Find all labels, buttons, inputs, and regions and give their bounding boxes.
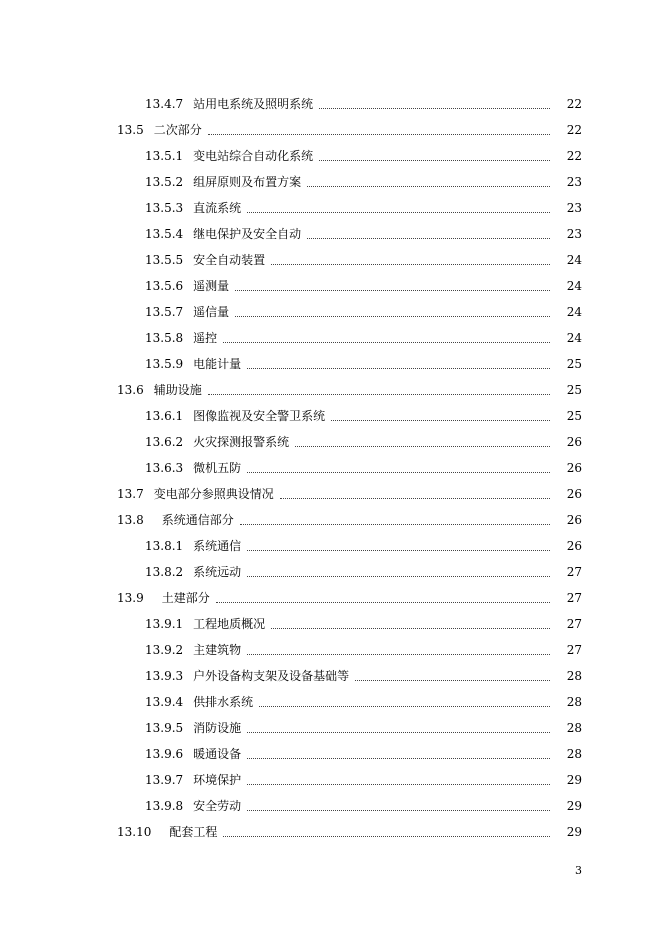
toc-entry-page: 22	[566, 149, 582, 163]
toc-entry-page: 27	[566, 617, 582, 631]
toc-entry[interactable]	[0, 351, 662, 377]
toc-entry-number: 13.7	[117, 487, 144, 501]
toc-entry[interactable]	[0, 767, 662, 793]
toc-entry-title: 暖通设备	[193, 747, 242, 761]
toc-leader-dots	[331, 420, 550, 421]
toc-entry[interactable]	[0, 403, 662, 429]
toc-leader-dots	[271, 264, 550, 265]
toc-entry-number: 13.9.2	[145, 643, 184, 657]
toc-entry-title: 二次部分	[153, 123, 202, 137]
toc-entry[interactable]	[0, 117, 662, 143]
toc-entry[interactable]	[0, 247, 662, 273]
toc-entry-number: 13.9.1	[145, 617, 184, 631]
toc-entry-page: 22	[566, 97, 582, 111]
toc-entry-page: 27	[566, 591, 582, 605]
toc-entry[interactable]	[0, 221, 662, 247]
toc-leader-dots	[247, 758, 550, 759]
toc-entry-title: 站用电系统及照明系统	[193, 97, 314, 111]
toc-entry-title: 环境保护	[193, 773, 242, 787]
toc-entry-title: 辅助设施	[153, 383, 202, 397]
toc-entry-page: 28	[566, 721, 582, 735]
toc-entry[interactable]	[0, 325, 662, 351]
toc-entry[interactable]	[0, 715, 662, 741]
toc-entry-page: 23	[566, 227, 582, 241]
toc-entry-title: 遥测量	[193, 279, 230, 293]
toc-entry-number: 13.4.7	[145, 97, 184, 111]
toc-entry-title: 系统通信	[193, 539, 242, 553]
toc-leader-dots	[295, 446, 550, 447]
toc-leader-dots	[355, 680, 550, 681]
toc-entry[interactable]	[0, 429, 662, 455]
toc-entry-title: 遥控	[193, 331, 218, 345]
toc-entry-title: 变电部分参照典设情况	[153, 487, 274, 501]
toc-entry-title: 微机五防	[193, 461, 242, 475]
toc-entry-title: 电能计量	[193, 357, 242, 371]
toc-entry-number: 13.8.2	[145, 565, 184, 579]
toc-entry-page: 24	[566, 279, 582, 293]
toc-entry-page: 28	[566, 747, 582, 761]
toc-entry-title: 配套工程	[169, 825, 218, 839]
toc-entry-title: 继电保护及安全自动	[193, 227, 302, 241]
toc-entry-page: 25	[566, 383, 582, 397]
toc-entry[interactable]	[0, 195, 662, 221]
toc-entry-number: 13.5.8	[145, 331, 184, 345]
toc-entry-number: 13.6.2	[145, 435, 184, 449]
toc-entry-page: 25	[566, 357, 582, 371]
toc-leader-dots	[259, 706, 550, 707]
toc-entry-page: 26	[566, 461, 582, 475]
toc-entry-number: 13.9	[117, 591, 144, 605]
toc-entry-number: 13.5.7	[145, 305, 184, 319]
toc-entry-title: 遥信量	[193, 305, 230, 319]
toc-entry-number: 13.9.4	[145, 695, 184, 709]
toc-entry-page: 23	[566, 201, 582, 215]
toc-entry-title: 安全劳动	[193, 799, 242, 813]
toc-entry[interactable]	[0, 637, 662, 663]
toc-leader-dots	[235, 316, 550, 317]
toc-leader-dots	[240, 524, 550, 525]
toc-entry[interactable]	[0, 273, 662, 299]
toc-entry-page: 22	[566, 123, 582, 137]
toc-entry-number: 13.6.1	[145, 409, 184, 423]
toc-entry-title: 消防设施	[193, 721, 242, 735]
toc-entry-page: 24	[566, 253, 582, 267]
toc-leader-dots	[280, 498, 550, 499]
toc-leader-dots	[307, 186, 550, 187]
toc-leader-dots	[223, 836, 550, 837]
toc-entry-number: 13.8	[117, 513, 144, 527]
toc-entry-title: 变电站综合自动化系统	[193, 149, 314, 163]
toc-entry-number: 13.9.6	[145, 747, 184, 761]
toc-leader-dots	[247, 550, 550, 551]
toc-entry-page: 28	[566, 669, 582, 683]
toc-entry-title: 直流系统	[193, 201, 242, 215]
toc-leader-dots	[247, 472, 550, 473]
toc-entry-number: 13.9.8	[145, 799, 184, 813]
toc-entry-page: 26	[566, 539, 582, 553]
toc-entry-page: 28	[566, 695, 582, 709]
toc-entry-title: 系统远动	[193, 565, 242, 579]
toc-leader-dots	[247, 576, 550, 577]
toc-entry-title: 主建筑物	[193, 643, 242, 657]
toc-entry[interactable]	[0, 689, 662, 715]
toc-leader-dots	[319, 108, 550, 109]
toc-entry-page: 27	[566, 643, 582, 657]
toc-entry[interactable]	[0, 481, 662, 507]
toc-entry[interactable]	[0, 611, 662, 637]
toc-entry[interactable]	[0, 585, 662, 611]
toc-entry-number: 13.6	[117, 383, 144, 397]
toc-entry-page: 29	[566, 799, 582, 813]
toc-entry[interactable]	[0, 299, 662, 325]
toc-entry-number: 13.5.3	[145, 201, 184, 215]
toc-leader-dots	[247, 732, 550, 733]
toc-entry[interactable]	[0, 559, 662, 585]
toc-leader-dots	[319, 160, 550, 161]
table-of-contents	[0, 91, 662, 845]
toc-entry-title: 火灾探测报警系统	[193, 435, 290, 449]
toc-entry-page: 25	[566, 409, 582, 423]
toc-entry[interactable]	[0, 169, 662, 195]
toc-entry[interactable]	[0, 741, 662, 767]
toc-entry-page: 24	[566, 305, 582, 319]
toc-leader-dots	[247, 368, 550, 369]
toc-entry-title: 土建部分	[161, 591, 210, 605]
toc-entry-number: 13.5	[117, 123, 144, 137]
toc-entry-number: 13.5.1	[145, 149, 184, 163]
toc-entry-number: 13.5.2	[145, 175, 184, 189]
toc-entry-number: 13.5.6	[145, 279, 184, 293]
toc-entry-title: 组屏原则及布置方案	[193, 175, 302, 189]
toc-leader-dots	[247, 810, 550, 811]
toc-leader-dots	[307, 238, 550, 239]
toc-entry-number: 13.5.4	[145, 227, 184, 241]
toc-entry[interactable]	[0, 663, 662, 689]
toc-entry-number: 13.9.7	[145, 773, 184, 787]
toc-entry-number: 13.9.3	[145, 669, 184, 683]
toc-entry-page: 23	[566, 175, 582, 189]
toc-entry-page: 29	[566, 773, 582, 787]
toc-entry-title: 户外设备构支架及设备基础等	[193, 669, 350, 683]
toc-entry-title: 图像监视及安全警卫系统	[193, 409, 326, 423]
toc-leader-dots	[271, 628, 550, 629]
toc-entry-page: 26	[566, 435, 582, 449]
toc-entry[interactable]	[0, 91, 662, 117]
toc-entry[interactable]	[0, 143, 662, 169]
toc-entry[interactable]	[0, 377, 662, 403]
toc-leader-dots	[247, 212, 550, 213]
toc-entry[interactable]	[0, 507, 662, 533]
toc-entry-title: 系统通信部分	[161, 513, 234, 527]
toc-entry-number: 13.8.1	[145, 539, 184, 553]
toc-entry-title: 工程地质概况	[193, 617, 266, 631]
toc-leader-dots	[216, 602, 550, 603]
toc-entry-page: 24	[566, 331, 582, 345]
toc-entry-title: 安全自动装置	[193, 253, 266, 267]
toc-entry[interactable]	[0, 455, 662, 481]
toc-leader-dots	[208, 134, 550, 135]
toc-leader-dots	[208, 394, 550, 395]
toc-entry-title: 供排水系统	[193, 695, 254, 709]
toc-leader-dots	[235, 290, 550, 291]
toc-entry[interactable]	[0, 533, 662, 559]
toc-entry[interactable]	[0, 819, 662, 845]
toc-entry-page: 27	[566, 565, 582, 579]
toc-entry-number: 13.9.5	[145, 721, 184, 735]
toc-leader-dots	[247, 654, 550, 655]
toc-entry[interactable]	[0, 793, 662, 819]
toc-leader-dots	[247, 784, 550, 785]
page-number: 3	[575, 864, 582, 877]
toc-entry-page: 26	[566, 487, 582, 501]
toc-leader-dots	[223, 342, 550, 343]
toc-entry-number: 13.6.3	[145, 461, 184, 475]
toc-entry-number: 13.10	[117, 825, 152, 839]
toc-entry-page: 26	[566, 513, 582, 527]
toc-entry-page: 29	[566, 825, 582, 839]
toc-entry-number: 13.5.5	[145, 253, 184, 267]
toc-entry-number: 13.5.9	[145, 357, 184, 371]
